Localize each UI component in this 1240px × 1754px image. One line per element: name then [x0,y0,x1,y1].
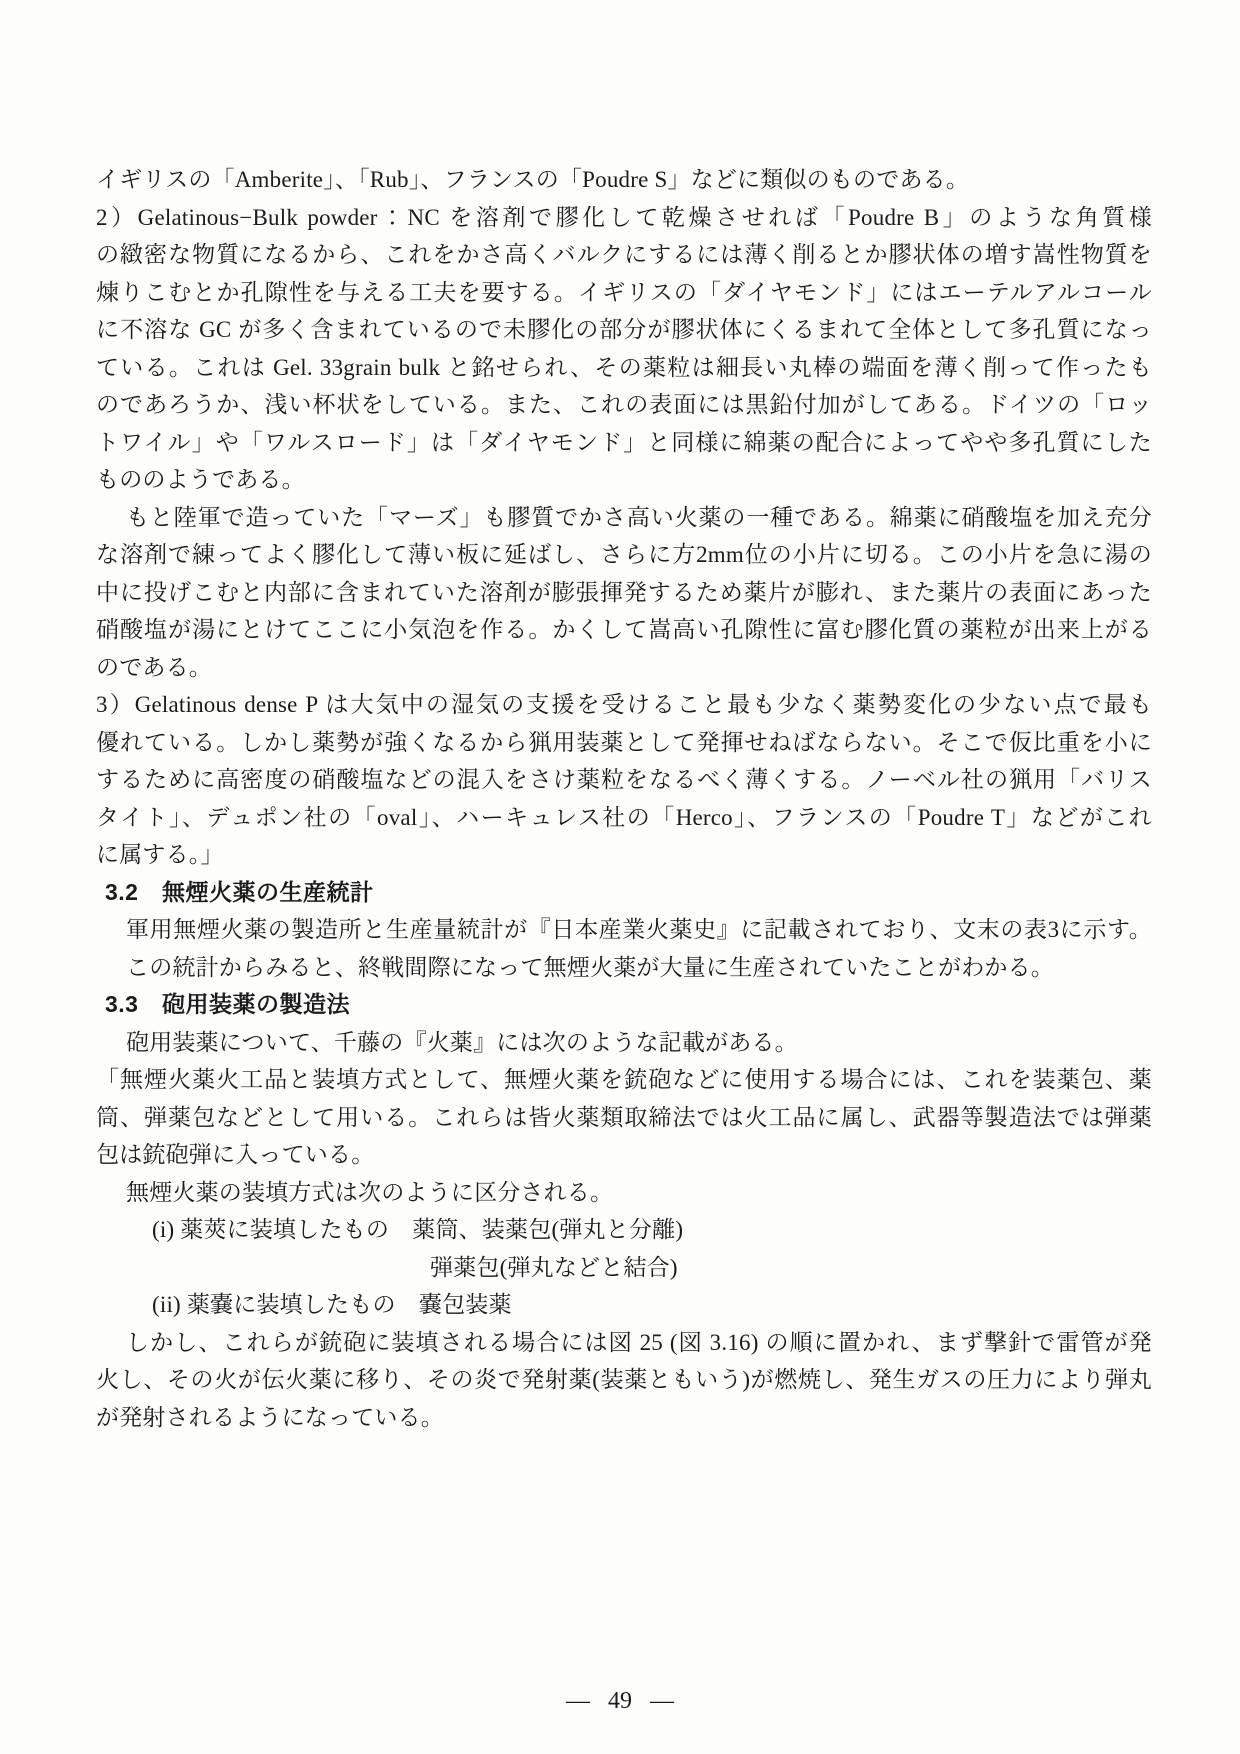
text-line: ている。これは Gel. 33grain bulk と銘せられ、その薬粒は細長い丸棒の端面を薄く削って作ったも [96,354,1152,380]
text-line: 「無煙火薬火工品と装填方式として、無煙火薬を銃砲などに使用する場合には、これを装薬包、薬 [96,1067,1152,1092]
text-line: 砲用装薬について、千藤の『火薬』には次のような記載がある。 [126,1029,798,1055]
text-line: の緻密な物質になるから、これをかさ高くバルクにするには薄く削るとか膠状体の増す嵩性物質を [96,242,1152,267]
text-line: 硝酸塩が湯にとけてここに小気泡を作る。かくして嵩高い孔隙性に富む膠化質の薬粒が出来上がる [96,617,1152,642]
list-item-i: (i) 薬莢に装填したもの 薬筒、装薬包(弾丸と分離) [152,1217,684,1242]
text-line: が発射されるようになっている。 [96,1404,444,1430]
text-line: 2）Gelatinous−Bulk powder：NC を溶剤で膠化して乾燥させれば「Poudre B」のような角質様 [96,204,1152,230]
text-line: 筒、弾薬包などとして用いる。これらは皆火薬類取締法では火工品に属し、武器等製造法では弾薬 [96,1104,1152,1130]
text-line: な溶剤で練ってよく膠化して薄い板に延ばし、さらに方2mm位の小片に切る。この小片を急に湯の [96,542,1152,567]
text-line: しかし、これらが銃砲に装填される場合には図 25 (図 3.16) の順に置かれ、まず撃針で雷管が発 [126,1329,1152,1355]
text-line: 3）Gelatinous dense P は大気中の湿気の支援を受けること最も少なく薬勢変化の少ない点で最も [96,692,1152,717]
section-heading-3-3: 3.3 砲用装薬の製造法 [105,991,350,1017]
text-line: に属する。」 [96,842,224,867]
text-line: のであろうか、浅い杯状をしている。また、これの表面には黒鉛付加がしてある。ドイツの「ロッ [96,392,1152,417]
text-line: 中に投げこむと内部に含まれていた溶剤が膨張揮発するため薬片が膨れ、また薬片の表面にあった [96,579,1152,605]
text-line: に不溶な GC が多く含まれているので未膠化の部分が膠状体にくるまれて全体として多孔質になっ [96,317,1152,342]
text-line: のである。 [96,654,212,680]
list-item-ii: (ii) 薬嚢に装填したもの 嚢包装薬 [152,1292,512,1317]
page-number: — 49 — [566,1688,674,1714]
page-footer [0,1686,1240,1716]
text-line: 優れている。しかし薬勢が強くなるから猟用装薬として発揮せねばならない。そこで仮比重を小に [96,729,1152,755]
text-line: もののようである。 [96,467,305,492]
body-text [96,161,1152,1436]
text-line: トワイル」や「ワルスロード」は「ダイヤモンド」と同様に綿薬の配合によってやや多孔質にした [96,429,1152,455]
text-line: 無煙火薬の装填方式は次のように区分される。 [126,1179,614,1205]
list-item-i-cont: 弾薬包(弾丸などと結合) [430,1254,678,1280]
text-line: タイト」、デュポン社の「oval」、ハーキュレス社の「Herco」、フランスの「Poudre T」などがこれ [96,804,1152,830]
text-line: するために高密度の硝酸塩などの混入をさけ薬粒をなるべく薄くする。ノーベル社の猟用「バリス [96,767,1152,792]
text-line: 軍用無煙火薬の製造所と生産量統計が『日本産業火薬史』に記載されており、文末の表3に示す。 [126,917,1152,942]
text-line: 煉りこむとか孔隙性を与える工夫を要する。イギリスの「ダイヤモンド」にはエーテルアルコール [96,279,1152,305]
section-heading-3-2: 3.2 無煙火薬の生産統計 [105,878,374,905]
text-line: もと陸軍で造っていた「マーズ」も膠質でかさ高い火薬の一種である。綿薬に硝酸塩を加え充分 [126,504,1152,530]
text-line: イギリスの「Amberite」、「Rub」、フランスの「Poudre S」などに類似のものである。 [96,167,970,192]
text-line: 火し、その火が伝火薬に移り、その炎で発射薬(装薬ともいう)が燃焼し、発生ガスの圧力により弾丸 [96,1367,1152,1392]
text-line: 包は銃砲弾に入っている。 [96,1142,375,1167]
text-line: この統計からみると、終戦間際になって無煙火薬が大量に生産されていたことがわかる。 [126,954,1054,980]
